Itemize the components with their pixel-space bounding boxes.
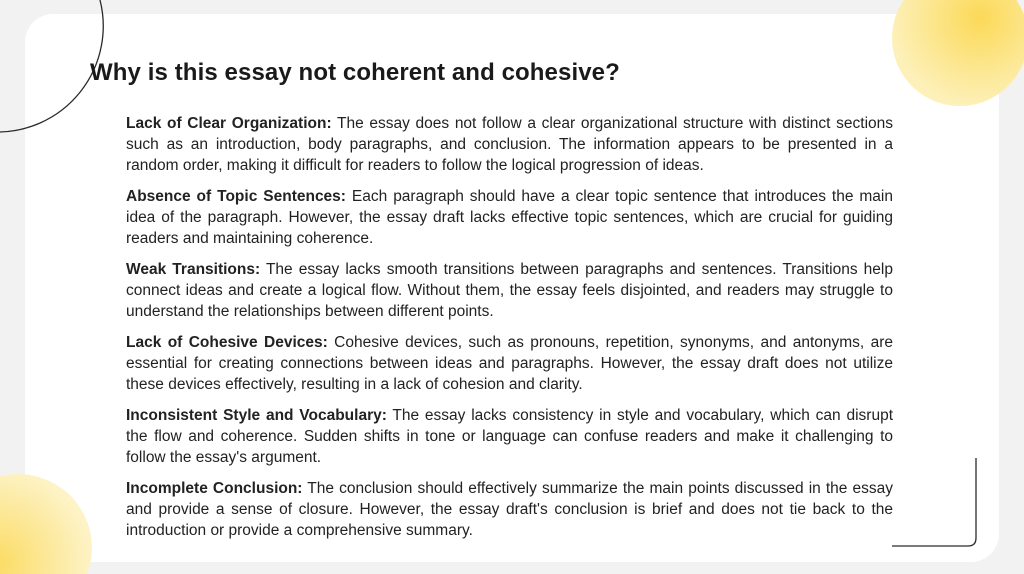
point-heading: Incomplete Conclusion:: [126, 480, 303, 497]
point-text: The essay does not follow a clear organizational structure with distinct sections such as an introduction, body paragraphs, and conclusion. The information appears to be presented in a random order, making it difficult for readers to follow the logical progression of ideas.: [126, 115, 893, 174]
point-topic-sentences: [126, 186, 893, 249]
slide-title: Why is this essay not coherent and cohesive?: [90, 59, 620, 86]
point-cohesive-devices: [126, 332, 893, 395]
point-text: Cohesive devices, such as pronouns, repetition, synonyms, and antonyms, are essential for creating connections between ideas and paragraphs. However, the essay draft does not utilize these devices effectively, resulting in a lack of cohesion and clarity.: [126, 334, 894, 393]
point-heading: Absence of Topic Sentences:: [126, 188, 346, 205]
point-clear-organization: [126, 113, 893, 176]
point-style-vocabulary: [126, 405, 893, 468]
point-incomplete-conclusion: [126, 478, 893, 541]
point-heading: Lack of Cohesive Devices:: [126, 334, 328, 351]
point-weak-transitions: [126, 259, 893, 322]
point-heading: Weak Transitions:: [126, 261, 261, 278]
point-text: The essay lacks consistency in style and vocabulary, which can disrupt the flow and coherence. Sudden shifts in tone or language can confuse readers and make it challenging to follow the essay's argument.: [126, 407, 894, 466]
point-text: The conclusion should effectively summarize the main points discussed in the essay and provide a sense of closure. However, the essay draft's conclusion is brief and does not tie back to the introduction or provide a comprehensive summary.: [126, 480, 893, 539]
point-text: The essay lacks smooth transitions between paragraphs and sentences. Transitions help connect ideas and create a logical flow. Without them, the essay feels disjointed, and readers may struggle to understand the relationships between different points.: [126, 261, 893, 320]
point-heading: Lack of Clear Organization:: [126, 115, 332, 132]
point-heading: Inconsistent Style and Vocabulary:: [126, 407, 387, 424]
point-list: [126, 113, 893, 551]
point-text: Each paragraph should have a clear topic sentence that introduces the main idea of the paragraph. However, the essay draft lacks effective topic sentences, which are crucial for guiding readers and maintaining coherence.: [126, 188, 893, 247]
